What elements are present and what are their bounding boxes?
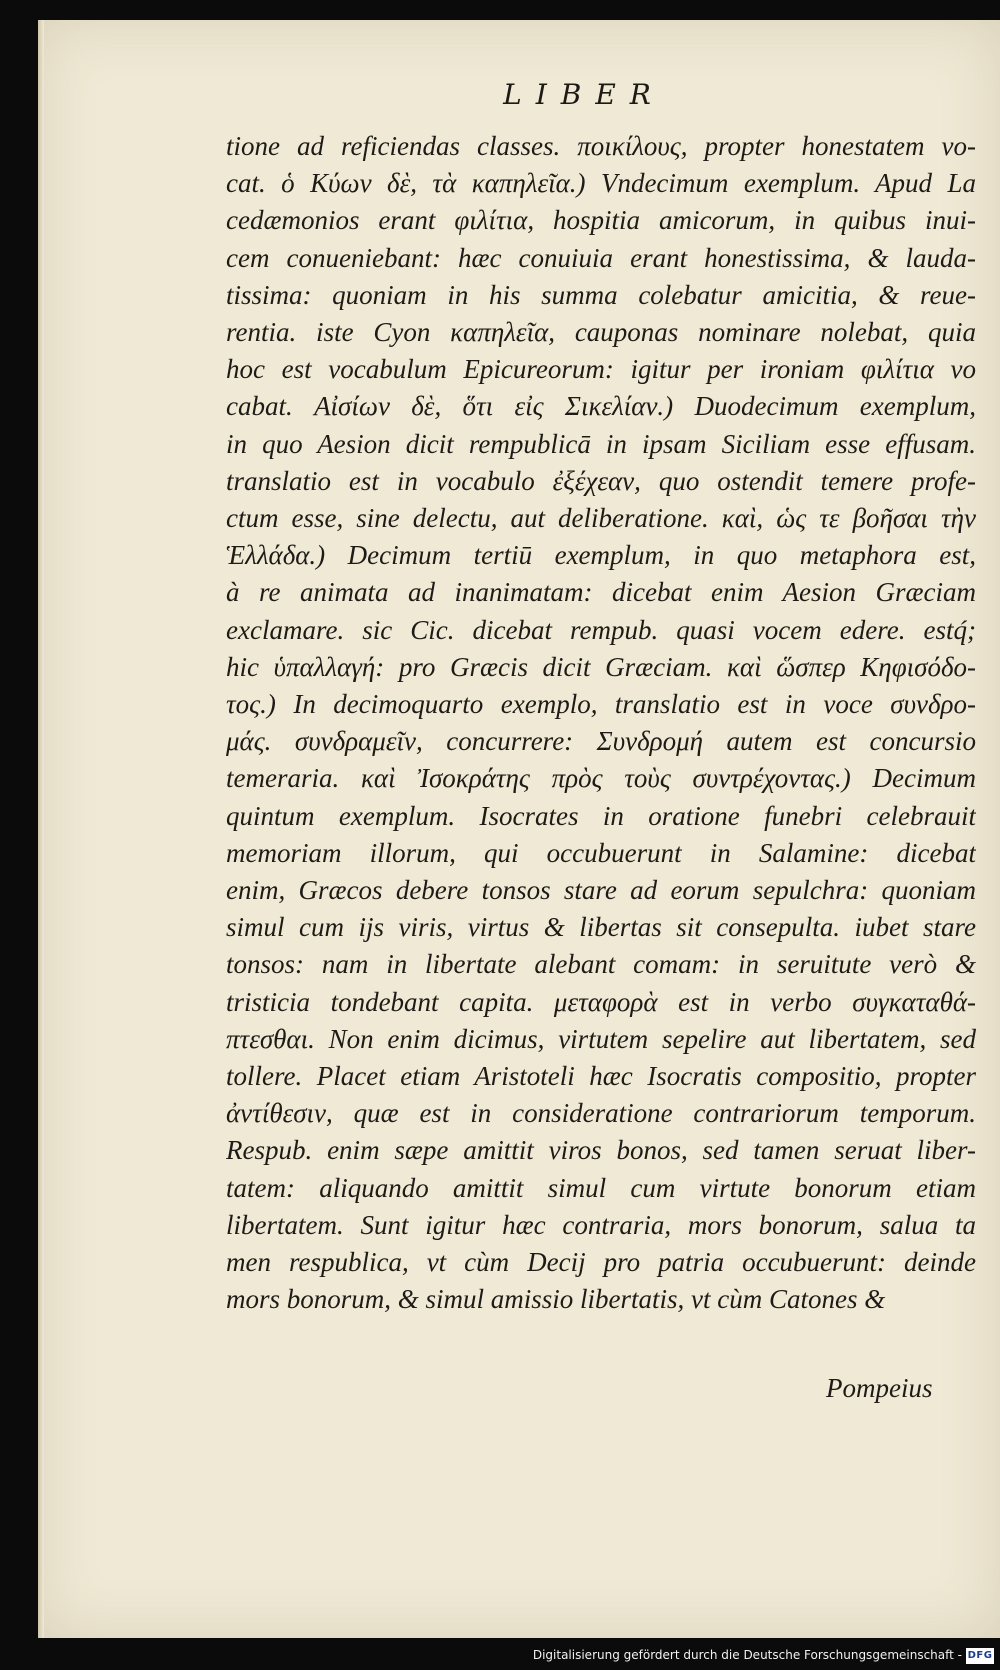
- text-line: ctum esse, sine delectu, aut deliberatione. καὶ, ὡς τε βοῆσαι τὴν: [226, 503, 976, 534]
- text-line: τος.) In decimoquarto exemplo, translatio est in voce συνδρο-: [226, 689, 976, 720]
- text-line: Ἑλλάδα.) Decimum tertiū exemplum, in quo metaphora est,: [226, 540, 976, 571]
- body-text: [226, 128, 976, 1319]
- text-line: tione ad reficiendas classes. ποικίλους, propter honestatem vo-: [226, 131, 976, 161]
- text-line: temeraria. καὶ Ἰσοκράτης πρὸς τοὺς συντρέχοντας.) Decimum: [226, 763, 976, 794]
- page-edge-shadow: [38, 20, 44, 1638]
- catchword: Pompeius: [826, 1373, 933, 1403]
- text-line: enim, Græcos debere tonsos stare ad eorum sepulchra: quoniam: [226, 875, 976, 906]
- text-line: tissima: quoniam in his summa colebatur amicitia, & reue-: [226, 279, 976, 310]
- text-line: tatem: aliquando amittit simul cum virtute bonorum etiam: [226, 1172, 976, 1203]
- text-line: hic ὑπαλλαγή: pro Græcis dicit Græciam. καὶ ὥσπερ Κηφισόδο-: [226, 651, 976, 682]
- dfg-logo-icon: DFG: [966, 1648, 994, 1664]
- running-head: LIBER: [503, 78, 665, 111]
- text-line: memoriam illorum, qui occubuerunt in Salamine: dicebat: [226, 837, 976, 868]
- text-line: men respublica, vt cùm Decij pro patria occubuerunt: deinde: [226, 1247, 976, 1278]
- text-line: μάς. συνδραμεῖν, concurrere: Συνδρομή autem est concursio: [226, 726, 976, 757]
- text-line: cedæmonios erant φιλίτια, hospitia amicorum, in quibus inui-: [226, 205, 976, 236]
- text-line: exclamare. sic Cic. dicebat rempub. quasi vocem edere. estq́;: [226, 614, 976, 645]
- text-line: Respub. enim sæpe amittit viros bonos, sed tamen seruat liber-: [226, 1135, 976, 1166]
- text-line: cat. ὁ Κύων δὲ, τὰ καπηλεῖα.) Vndecimum exemplum. Apud La: [226, 168, 976, 199]
- funding-credit: Digitalisierung gefördert durch die Deutsche Forschungsgemeinschaft -: [532, 1648, 962, 1662]
- text-line: ἀντίθεσιν, quæ est in consideratione contrariorum temporum.: [226, 1098, 976, 1129]
- text-line: quintum exemplum. Isocrates in oratione funebri celebrauit: [226, 800, 976, 831]
- text-line: cem conueniebant: hæc conuiuia erant honestissima, & lauda-: [226, 242, 976, 273]
- text-line: mors bonorum, & simul amissio libertatis, vt cùm Catones &: [226, 1284, 886, 1315]
- text-line: à re animata ad inanimatam: dicebat enim Aesion Græciam: [226, 577, 976, 608]
- text-line: πτεσθαι. Non enim dicimus, virtutem sepelire aut libertatem, sed: [226, 1023, 976, 1054]
- text-line: tristicia tondebant capita. μεταφορὰ est in verbo συγκαταθά-: [226, 986, 976, 1017]
- text-line: tollere. Placet etiam Aristoteli hæc Isocratis compositio, propter: [226, 1061, 976, 1092]
- text-line: rentia. iste Cyon καπηλεῖα, cauponas nominare nolebat, quia: [226, 317, 976, 348]
- text-line: cabat. Αἰσίων δὲ, ὅτι εἰς Σικελίαν.) Duodecimum exemplum,: [226, 391, 976, 422]
- text-line: in quo Aesion dicit rempublicā in ipsam Siciliam esse effusam.: [226, 428, 976, 459]
- book-page: [38, 20, 1000, 1638]
- footer-bar: [0, 1638, 1000, 1670]
- text-line: hoc est vocabulum Epicureorum: igitur per ironiam φιλίτια vo: [226, 354, 976, 385]
- text-line: libertatem. Sunt igitur hæc contraria, mors bonorum, salua ta: [226, 1209, 976, 1240]
- text-line: translatio est in vocabulo ἐξέχεαν, quo ostendit temere profe-: [226, 465, 976, 496]
- text-line: tonsos: nam in libertate alebant comam: in seruitute verò &: [226, 949, 976, 980]
- text-line: simul cum ijs viris, virtus & libertas sit consepulta. iubet stare: [226, 912, 976, 943]
